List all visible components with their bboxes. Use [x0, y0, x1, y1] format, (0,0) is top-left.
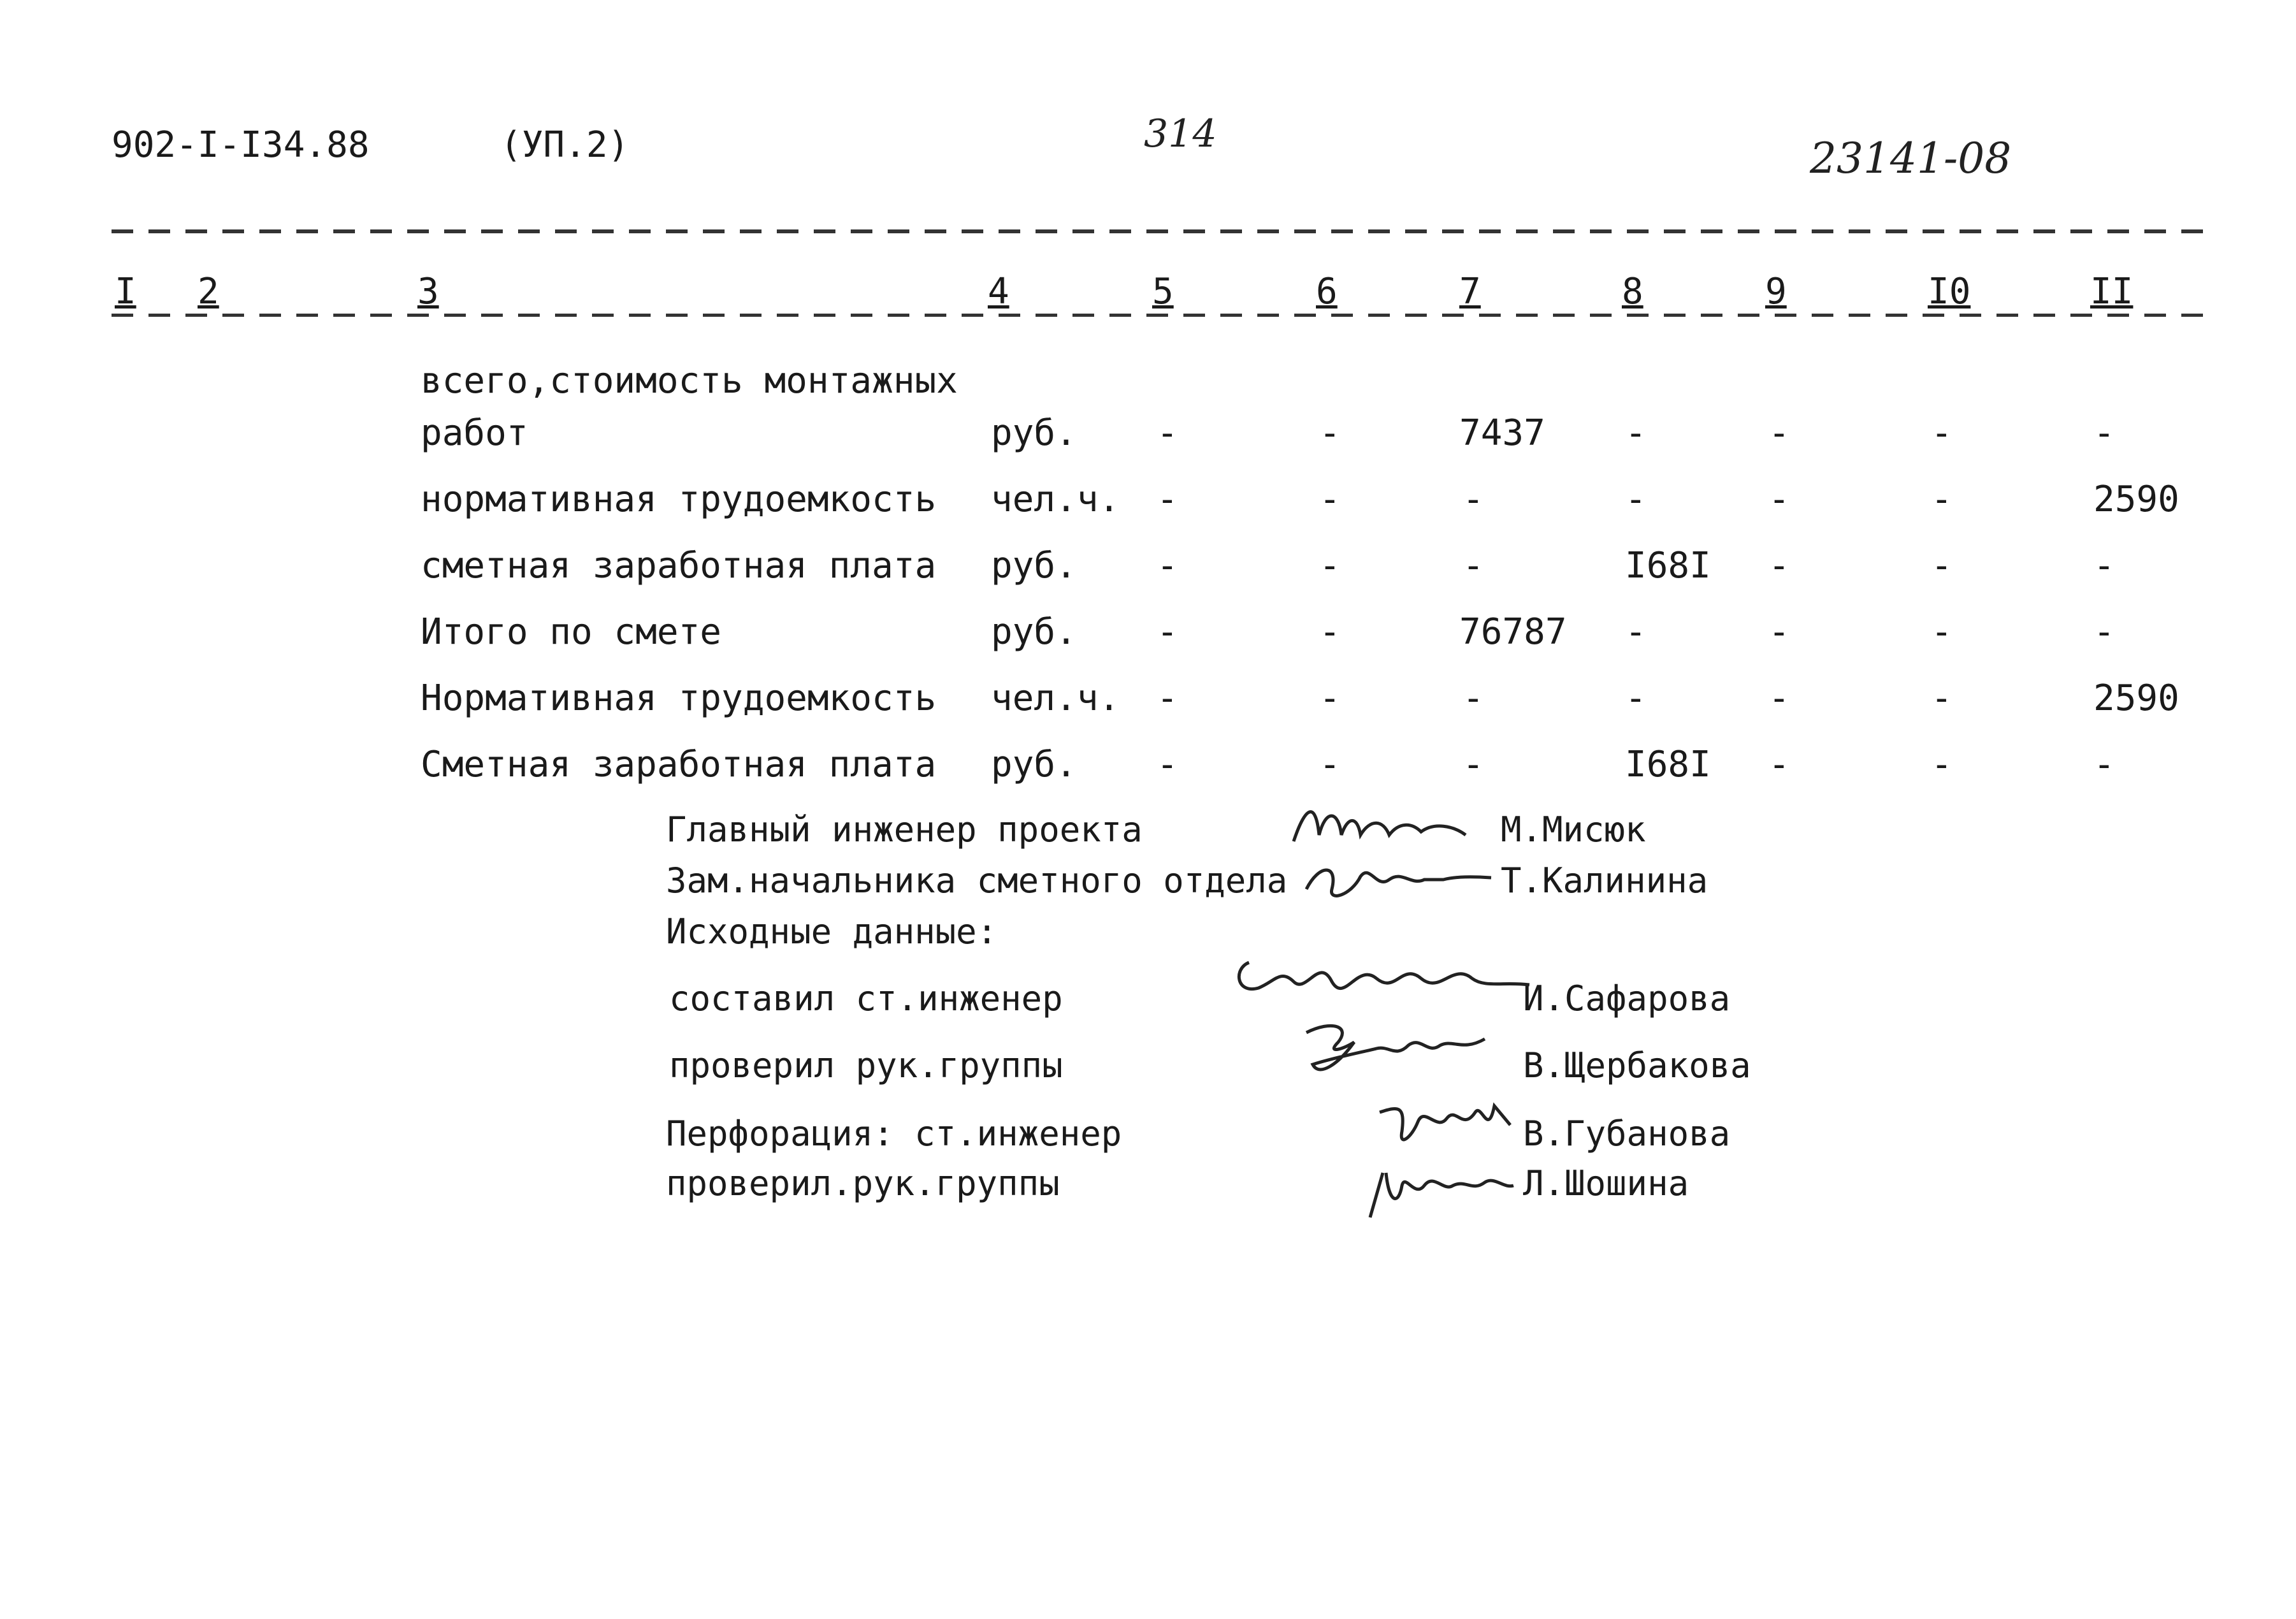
- row-5-col6: -: [1319, 678, 1341, 719]
- column-header-11: II: [2090, 271, 2134, 312]
- handwritten-signature-3: [1230, 943, 1536, 1022]
- signature-name-4: В.Щербакова: [1523, 1045, 1751, 1085]
- row-6-unit: руб.: [991, 744, 1077, 785]
- row-1-col7: 7437: [1459, 412, 1545, 454]
- row-1-col5: -: [1157, 412, 1178, 454]
- row-2-col5: -: [1157, 479, 1178, 520]
- signature-role-3: составил ст.инженер: [669, 978, 1063, 1019]
- handwritten-signature-4: [1294, 1013, 1504, 1086]
- column-header-9: 9: [1765, 271, 1787, 312]
- row-2-col6: -: [1319, 479, 1341, 520]
- section-code: (УП.2): [500, 124, 630, 166]
- row-6-col8: I68I: [1625, 744, 1711, 785]
- column-header-1: I: [115, 271, 136, 312]
- column-header-3: 3: [417, 271, 439, 312]
- column-header-8: 8: [1622, 271, 1643, 312]
- row-5-col10: -: [1931, 678, 1953, 719]
- row-3-col7: -: [1462, 545, 1484, 586]
- row-6-col6: -: [1319, 744, 1341, 785]
- signature-name-3: И.Сафарова: [1523, 978, 1731, 1019]
- row-1-col10: -: [1931, 412, 1953, 454]
- row-1-col6: -: [1319, 412, 1341, 454]
- document-code: 902-I-I34.88: [112, 124, 370, 166]
- signature-role-2: Зам.начальника сметного отдела: [666, 860, 1288, 901]
- row-3-col8: I68I: [1625, 545, 1711, 586]
- signature-name-5: В.Губанова: [1523, 1114, 1731, 1154]
- row-3-col10: -: [1931, 545, 1953, 586]
- row-4-col10: -: [1931, 611, 1953, 653]
- row-2-unit: чел.ч.: [991, 479, 1120, 520]
- row-6-name: Сметная заработная плата: [421, 744, 937, 785]
- row-6-col11: -: [2093, 744, 2115, 785]
- handwritten-signature-1: [1287, 797, 1478, 857]
- signature-name-6: Л.Шошина: [1523, 1163, 1689, 1203]
- row-1-col11: -: [2093, 412, 2115, 454]
- row-1-unit: руб.: [991, 412, 1077, 454]
- row-4-col6: -: [1319, 611, 1341, 653]
- signature-role-6: проверил.рук.группы: [666, 1163, 1060, 1203]
- row-1-name-cont: работ: [421, 412, 528, 454]
- row-2-col11: 2590: [2093, 479, 2179, 520]
- column-header-6: 6: [1316, 271, 1338, 312]
- column-header-5: 5: [1152, 271, 1174, 312]
- source-data-label: Исходные данные:: [666, 911, 998, 952]
- row-2-col9: -: [1768, 479, 1790, 520]
- page-number: 314: [1144, 112, 1217, 156]
- row-5-name: Нормативная трудоемкость: [421, 678, 937, 719]
- row-3-col11: -: [2093, 545, 2115, 586]
- signature-role-5: Перфорация: ст.инженер: [666, 1114, 1122, 1154]
- row-5-col5: -: [1157, 678, 1178, 719]
- row-4-col8: -: [1625, 611, 1647, 653]
- row-5-col9: -: [1768, 678, 1790, 719]
- handwritten-signature-6: [1364, 1154, 1517, 1226]
- signature-role-1: Главный инженер проекта: [666, 810, 1143, 850]
- column-header-4: 4: [988, 271, 1009, 312]
- handwritten-signature-2: [1300, 851, 1498, 911]
- row-3-col9: -: [1768, 545, 1790, 586]
- inventory-number: 23141-08: [1810, 134, 2012, 183]
- row-1-col9: -: [1768, 412, 1790, 454]
- row-5-col8: -: [1625, 678, 1647, 719]
- row-3-col5: -: [1157, 545, 1178, 586]
- row-4-col5: -: [1157, 611, 1178, 653]
- column-header-7: 7: [1459, 271, 1481, 312]
- row-2-col7: -: [1462, 479, 1484, 520]
- row-4-name: Итого по смете: [421, 611, 722, 653]
- column-header-10: I0: [1928, 271, 1971, 312]
- row-1-name: всего,стоимость монтажных: [421, 360, 958, 402]
- row-5-unit: чел.ч.: [991, 678, 1120, 719]
- row-3-name: сметная заработная плата: [421, 545, 937, 586]
- row-6-col7: -: [1462, 744, 1484, 785]
- row-3-unit: руб.: [991, 545, 1077, 586]
- row-6-col10: -: [1931, 744, 1953, 785]
- header-divider: [112, 229, 2218, 233]
- column-header-2: 2: [198, 271, 219, 312]
- signature-role-4: проверил рук.группы: [669, 1045, 1063, 1085]
- column-header-rule: [112, 314, 2218, 317]
- row-3-col6: -: [1319, 545, 1341, 586]
- row-2-col10: -: [1931, 479, 1953, 520]
- row-4-col11: -: [2093, 611, 2115, 653]
- row-4-col7: 76787: [1459, 611, 1567, 653]
- row-2-name: нормативная трудоемкость: [421, 479, 937, 520]
- row-4-unit: руб.: [991, 611, 1077, 653]
- row-1-col8: -: [1625, 412, 1647, 454]
- row-6-col5: -: [1157, 744, 1178, 785]
- row-5-col7: -: [1462, 678, 1484, 719]
- row-2-col8: -: [1625, 479, 1647, 520]
- row-6-col9: -: [1768, 744, 1790, 785]
- signature-name-2: Т.Калинина: [1501, 860, 1708, 901]
- handwritten-signature-5: [1367, 1087, 1513, 1159]
- row-5-col11: 2590: [2093, 678, 2179, 719]
- row-4-col9: -: [1768, 611, 1790, 653]
- signature-name-1: М.Мисюк: [1501, 810, 1646, 850]
